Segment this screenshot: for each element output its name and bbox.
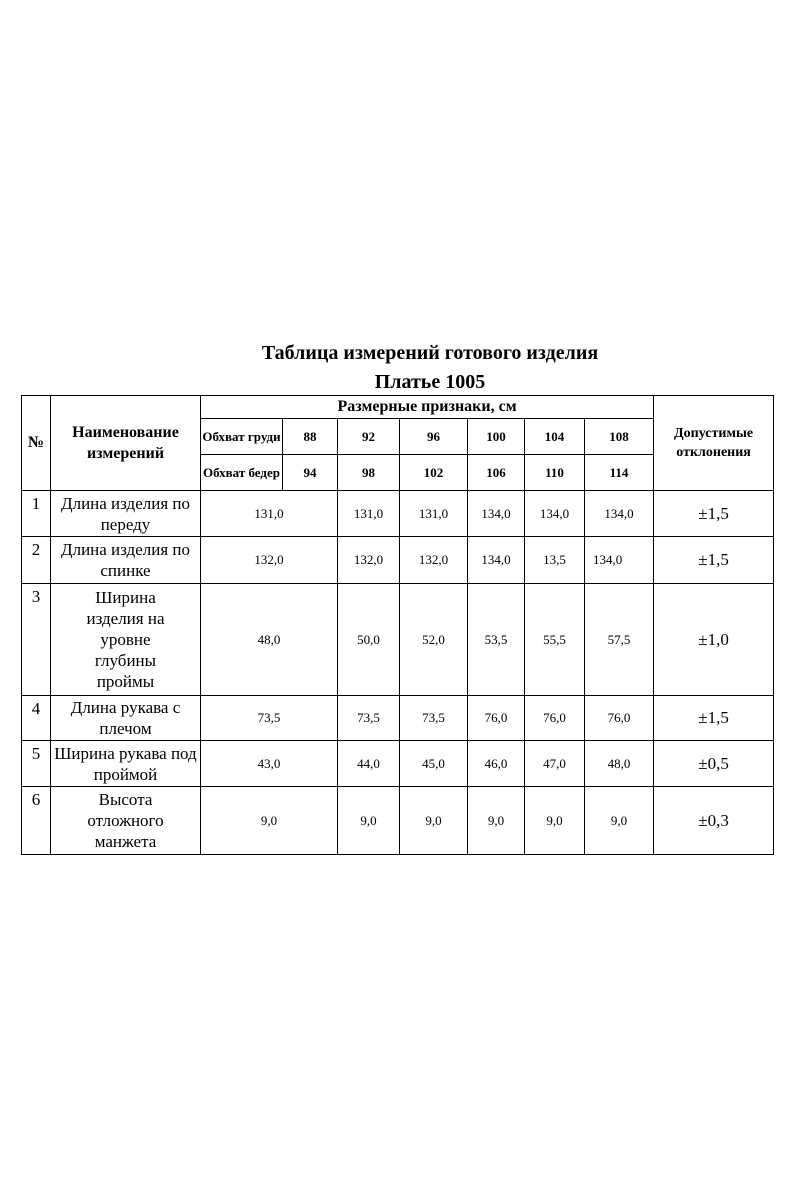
value-cell: 44,0 (338, 741, 400, 787)
measurement-name: Длина изделия по переду (51, 491, 201, 537)
chest-size: 88 (283, 419, 338, 455)
value-cell: 9,0 (338, 787, 400, 855)
value-cell: 132,0 (201, 537, 338, 584)
row-number: 5 (22, 741, 51, 787)
row-number: 2 (22, 537, 51, 584)
value-cell: 134,0 (585, 491, 654, 537)
row-number: 3 (22, 584, 51, 696)
header-row-1 (22, 396, 774, 419)
table-row (22, 741, 774, 787)
value-cell: 13,5 (525, 537, 585, 584)
value-cell: 48,0 (201, 584, 338, 696)
value-cell: 134,0 (585, 537, 654, 584)
value-cell: 57,5 (585, 584, 654, 696)
measurements-table (21, 395, 774, 855)
value-cell: 9,0 (525, 787, 585, 855)
tolerance-cell: ±1,5 (654, 491, 774, 537)
chest-size: 108 (585, 419, 654, 455)
value-cell: 132,0 (338, 537, 400, 584)
value-cell: 50,0 (338, 584, 400, 696)
value-cell: 131,0 (338, 491, 400, 537)
product-title: Платье 1005 (374, 371, 486, 393)
value-cell: 76,0 (525, 696, 585, 741)
chest-label: Обхват груди (201, 419, 283, 455)
chest-size: 100 (468, 419, 525, 455)
chest-size: 96 (400, 419, 468, 455)
value-cell: 48,0 (585, 741, 654, 787)
tolerance-cell: ±1,0 (654, 584, 774, 696)
tolerance-cell: ±0,3 (654, 787, 774, 855)
measurement-name: Длина изделия по спинке (51, 537, 201, 584)
tolerance-cell: ±1,5 (654, 537, 774, 584)
value-cell: 134,0 (468, 491, 525, 537)
table-row (22, 491, 774, 537)
value-cell: 73,5 (400, 696, 468, 741)
value-cell: 46,0 (468, 741, 525, 787)
measurement-name: Ширина рукава под проймой (51, 741, 201, 787)
row-number: 6 (22, 787, 51, 855)
hip-size: 94 (283, 455, 338, 491)
number-header: № (22, 396, 51, 491)
row-number: 4 (22, 696, 51, 741)
tolerance-cell: ±1,5 (654, 696, 774, 741)
hip-size: 110 (525, 455, 585, 491)
value-cell: 47,0 (525, 741, 585, 787)
value-cell: 9,0 (400, 787, 468, 855)
value-cell: 55,5 (525, 584, 585, 696)
chest-size: 92 (338, 419, 400, 455)
measurement-name: Высота отложного манжета (51, 787, 201, 855)
table-row (22, 584, 774, 696)
hip-size: 114 (585, 455, 654, 491)
row-number: 1 (22, 491, 51, 537)
value-cell: 45,0 (400, 741, 468, 787)
value-cell: 134,0 (468, 537, 525, 584)
value-cell: 76,0 (585, 696, 654, 741)
value-cell: 73,5 (201, 696, 338, 741)
chest-size: 104 (525, 419, 585, 455)
table-row (22, 696, 774, 741)
value-cell: 131,0 (201, 491, 338, 537)
table-title: Таблица измерений готового изделия (261, 342, 599, 364)
hip-size: 98 (338, 455, 400, 491)
value-cell: 52,0 (400, 584, 468, 696)
tolerance-header: Допустимые отклонения (654, 396, 774, 491)
tolerance-cell: ±0,5 (654, 741, 774, 787)
value-cell: 134,0 (525, 491, 585, 537)
value-cell: 9,0 (468, 787, 525, 855)
hips-label: Обхват бедер (201, 455, 283, 491)
measurement-name: Длина рукава с плечом (51, 696, 201, 741)
table-row (22, 787, 774, 855)
value-cell: 43,0 (201, 741, 338, 787)
table-row (22, 537, 774, 584)
name-header: Наименование измерений (51, 396, 201, 491)
value-cell: 53,5 (468, 584, 525, 696)
value-cell: 132,0 (400, 537, 468, 584)
sizes-header: Размерные признаки, см (201, 396, 654, 419)
hip-size: 106 (468, 455, 525, 491)
value-cell: 76,0 (468, 696, 525, 741)
value-cell: 9,0 (585, 787, 654, 855)
value-cell: 9,0 (201, 787, 338, 855)
measurement-name: Ширина изделия на уровне глубины проймы (51, 584, 201, 696)
value-cell: 131,0 (400, 491, 468, 537)
hip-size: 102 (400, 455, 468, 491)
value-cell: 73,5 (338, 696, 400, 741)
